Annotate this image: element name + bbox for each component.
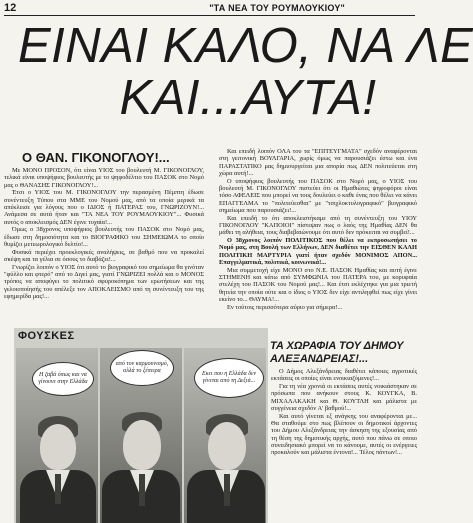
- sidebar-paragraph: Για τη νέα χρονιά οι εκτάσεις αυτές νοικιάστηκαν σε πρόσωπα που ανήκουν στους Κ. ΚΟΥΓΚΑ, Β. ΜΙΧΑΛΑΚΑΚΗ και Θ. ΚΟΥΤΛΗ και μάλιστα με συγγένεια σχεδόν Α' βαθμού!...: [271, 383, 417, 412]
- article-paragraph: Όμως ο 38χρονος υποψήφιος βουλευτής του ΠΑΣΟΚ στο Νομό μας, έδωσε στη δημοσιότητα και το ΒΙΟΓΡΑΦΙΚΟ του ΣΗΜΕΙΩΜΑ το οποίο θυμίζει μετεωρολογικό δελτίο!...: [4, 226, 204, 248]
- sidebar-heading: ΤΑ ΧΩΡΑΦΙΑ ΤΟΥ ΔΗΜΟΥ ΑΛΕΞΑΝΔΡΕΙΑΣ!...: [270, 340, 404, 365]
- article-heading: Ο ΘΑΝ. ΓΙΚΟΝΟΓΛΟΥ!...: [22, 150, 170, 165]
- article-right-column: [219, 148, 417, 312]
- article-paragraph: Φυσικά περιέχει προεκλογικές αναλήψεις, σε βαθμό που να προκαλεί σκέψη και τα γέλια σε όσους το διαβάζει!...: [4, 248, 204, 264]
- article-paragraph: Γνωρίζει λοιπόν ο ΥΙΟΣ ότι αυτό το βιογραφικό του σημείωμα θα γινόταν "φύλλο και φτερό" από το Διγεί μας, γιατί ΓΝΩΡΙΖΕΙ πολλά και ο ΜΟΝΟΣ τρόπος να αποφύγει το πολιτικό σφυροκόπημα των ερωτήσεων και της γελοιοποίησής του απέλεξε τον ΑΠΟΚΛΕΙΣΜΟ από τη συνέντευξη του της εφημερίδα μας!...: [4, 263, 204, 301]
- sidebar-paragraph: Και αυτό γίνεται εξ ανάγκης του αναφέρονται με... Θα σταθούμε στο πως βλέπουν οι δημοτικοί άρχοντες του Δήμου Αλεξάνδρειας την άσκηση της εξουσίας από τη θέση της δημοτικής αρχής, αυτό που πάνω σε οποιο συνειδησιακό μπορεί να το κάνουμε, αυτές οι ενέργειες προκαλούν και μάλιστα έντονα!... Τέλος πάντων!...: [271, 412, 417, 457]
- sidebar-paragraph: Ο Δήμος Αλεξάνδρειας διαθέτει κάποιες αγροτικές εκτάσεις οι οποίες είναι ενοικιαζόμενες!...: [271, 368, 417, 383]
- article-paragraph: Ο υποψήφιος βουλευτής του ΠΑΣΟΚ στο Νομό μας, ο ΥΙΟΣ του βουλευτή Μ. ΓΙΚΟΝΟΓΛΟΥ πιστεύει ότι οι Ημαθιώτες ψηφοφόροι είναι τόσο ΑΦΕΛΕΙΣ που μπορεί να τους δουλεύει ο καθε ένας που θέλει να κάνει ΕΠΑΓΓΕΛΜΑ το "πολιτεύεσθαι" με "τσιχλοκτυλογραφικό" βιογραφικό σημείωμα που παρουσιάζει!...: [219, 177, 417, 214]
- speech-bubble: Η ζαβά όπως και να γίνουνε στην Ελλάδα: [32, 362, 94, 396]
- article-left-column: [4, 167, 204, 301]
- article-paragraph: Μια συμμετοχή είχε ΜΟΝΟ στο Ν.Ε. ΠΑΣΟΚ Ημαθίας και αυτή έγινε ΣΤΗΜΕΝΗ και κάτω από ΣΥΜΦΩΝΙΑ του ΠΑΤΕΡΑ του, με κορυφαία στελέχη του ΠΑΣΟΚ του Νομού μας!... Και έτσι εκλέχτηκε για μια τριετή θητεία την οποία ούτε και ο ίδιος ο ΥΙΟΣ δεν είχε αντιληφθεί πως είχε γίνει εκείνο το... ΘΑΥΜΑ!...: [219, 266, 417, 303]
- page-header: [4, 2, 415, 16]
- politicians-photo: [14, 328, 268, 523]
- photo-label: ΦΟΥΣΚΕΣ: [18, 330, 75, 342]
- article-paragraph: Έτσι ο ΥΙΟΣ του Μ. ΓΙΚΟΝΟΓΛΟΥ την περασμένη Πέμπτη έδωσε συνέντευξη Τύπου στα ΜΜΕ του Νομού μας, από τα οποία μερικά τα απέκλεισε για λόγους που ο ΙΔΙΟΣ ή ΠΑΤΕΡΑΣ του, ΓΝΩΡΙΖΟΥΝ!... Ανάμεσα σε αυτά ήταν και "ΤΑ ΝΕΑ ΤΟΥ ΡΟΥΜΛΟΥΚΙΟΥ"... Φυσικά αυτός ο αποκλεισμός ΔΕΝ έγινε τυχαία!...: [4, 189, 204, 226]
- page-number: 12: [4, 2, 17, 14]
- article-paragraph: Εν τούτοις περισσότερα αύριο για σήμερα!...: [227, 303, 343, 311]
- article-paragraph: Με ΜΟΝΟ ΠΡΟΣΟΝ, ότι είναι ΥΙΟΣ του βουλευτή Μ. ΓΙΚΟΝΟΓΛΟΥ, τελικά είναι υποψήφιος βουλευτής με το ψηφοδέλτιο του ΠΑΣΟΚ στο Νομό μας ο ΘΑΝΑΣΗΣ ΓΙΚΟΝΟΓΛΟΥ!...: [4, 167, 204, 189]
- sidebar-column: [271, 368, 417, 457]
- headline-line-1: ΕΙΝΑΙ ΚΑΛΟ, ΝΑ ΛΕ: [18, 19, 473, 73]
- article-paragraph: Ο 38χρονος λοιπόν ΠΟΛΙΤΙΚΟΣ που θέλει να εκπροσωπήσει το Νομό μας, στη Βουλή των Ελλήνων, ΔΕΝ διαθέτει την ΕΙΣΘΕΝ ΚΑΛΗ ΠΟΛΙΤΙΚΗ ΜΑΡΤΥΡΙΑ γιατί ήταν σχεδόν ΜΟΝΙΜΟΣ ΑΠΟΝ... Επαγγελματικά, πολιτικά, κοινωνικά!...: [219, 237, 417, 266]
- main-headline: [18, 19, 473, 125]
- speech-bubble: από τον καρμουνισμό, αλλά το ξέπειρα: [110, 350, 174, 386]
- speech-bubble: Εκει που η Ελλάδα δεν γίνεται από τη Δεξιά...: [194, 358, 264, 398]
- article-paragraph: Και επειδή το ότι αποκλειστήκαμε από τη συνέντευξη του ΥΙΟΥ ΓΙΚΟΝΟΓΛΟΥ "ΚΑΠΟΙΟΙ" πίστεψαν πως ο λαός της Ημαθίας ΔΕΝ θα μάθει τη αλήθεια, τους διαβεβαιώνουμε ότι αυτό δεν πρόκειται να συμβεί!...: [219, 214, 417, 237]
- article-paragraph: Και επειδή λοιπόν ΟΛΑ του τα "ΕΠΙΤΕΥΓΜΑΤΑ" σχεδόν αναφέρονται στη γειτονική ΒΟΥΛΓΑΡΙΑ, χωρίς όμως να παρουσιάζει έστω και ένα ΠΑΡΑΣΤΑΤΙΚΟ μας δημιουργείται μια απορία πως ΔΕΝ πολιτεύεται στη χώρα αυτή!...: [219, 148, 417, 177]
- headline-line-2: ΚΑΙ...ΑΥΤΑ!: [119, 71, 377, 125]
- publication-name: "ΤΑ ΝΕΑ ΤΟΥ ΡΟΥΜΛΟΥΚΙΟΥ": [209, 3, 345, 13]
- header-rule: [4, 15, 415, 16]
